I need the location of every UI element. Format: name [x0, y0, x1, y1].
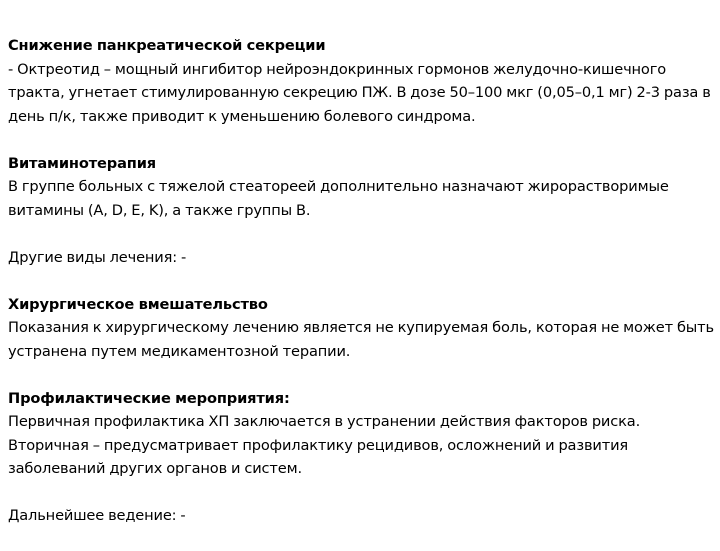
- section-text-line: тракта, угнетает стимулированную секрецию ПЖ. В дозе 50–100 мкг (0,05–0,1 мг) 2-3 раза в: [8, 84, 711, 101]
- section-follow-up: [8, 504, 716, 528]
- section-text-line: витамины (A, D, E, K), а также группы В.: [8, 201, 311, 219]
- section-text-line: день п/к, также приводит к уменьшению болевого синдрома.: [8, 107, 476, 125]
- section-text-line: - Октреотид – мощный ингибитор нейроэндокринных гормонов желудочно-кишечного: [8, 60, 667, 78]
- section-text-line: Дальнейшее ведение: -: [8, 507, 186, 524]
- section-heading: Витаминотерапия: [8, 154, 156, 172]
- section-pancreatic-secretion: [8, 34, 716, 128]
- section-heading: Хирургическое вмешательство: [8, 295, 268, 313]
- section-heading: Профилактические мероприятия:: [8, 389, 290, 407]
- section-other-treatment: [8, 246, 716, 270]
- section-text-line: заболеваний других органов и систем.: [8, 460, 302, 477]
- section-text-line: Другие виды лечения: -: [8, 248, 187, 266]
- section-heading: Снижение панкреатической секреции: [8, 37, 326, 54]
- section-text-line: В группе больных с тяжелой стеатореей дополнительно назначают жирорастворимые: [8, 178, 669, 195]
- section-vitamin-therapy: [8, 152, 716, 223]
- section-text-line: Первичная профилактика ХП заключается в устранении действия факторов риска.: [8, 413, 641, 430]
- section-prevention: [8, 387, 716, 481]
- section-text-line: Вторичная – предусматривает профилактику рецидивов, осложнений и развития: [8, 436, 629, 454]
- section-text-line: устранена путем медикаментозной терапии.: [8, 342, 351, 360]
- slide-text-body: [8, 34, 716, 551]
- section-surgery: [8, 293, 716, 364]
- section-text-line: Показания к хирургическому лечению является не купируемая боль, которая не может быть: [8, 319, 714, 336]
